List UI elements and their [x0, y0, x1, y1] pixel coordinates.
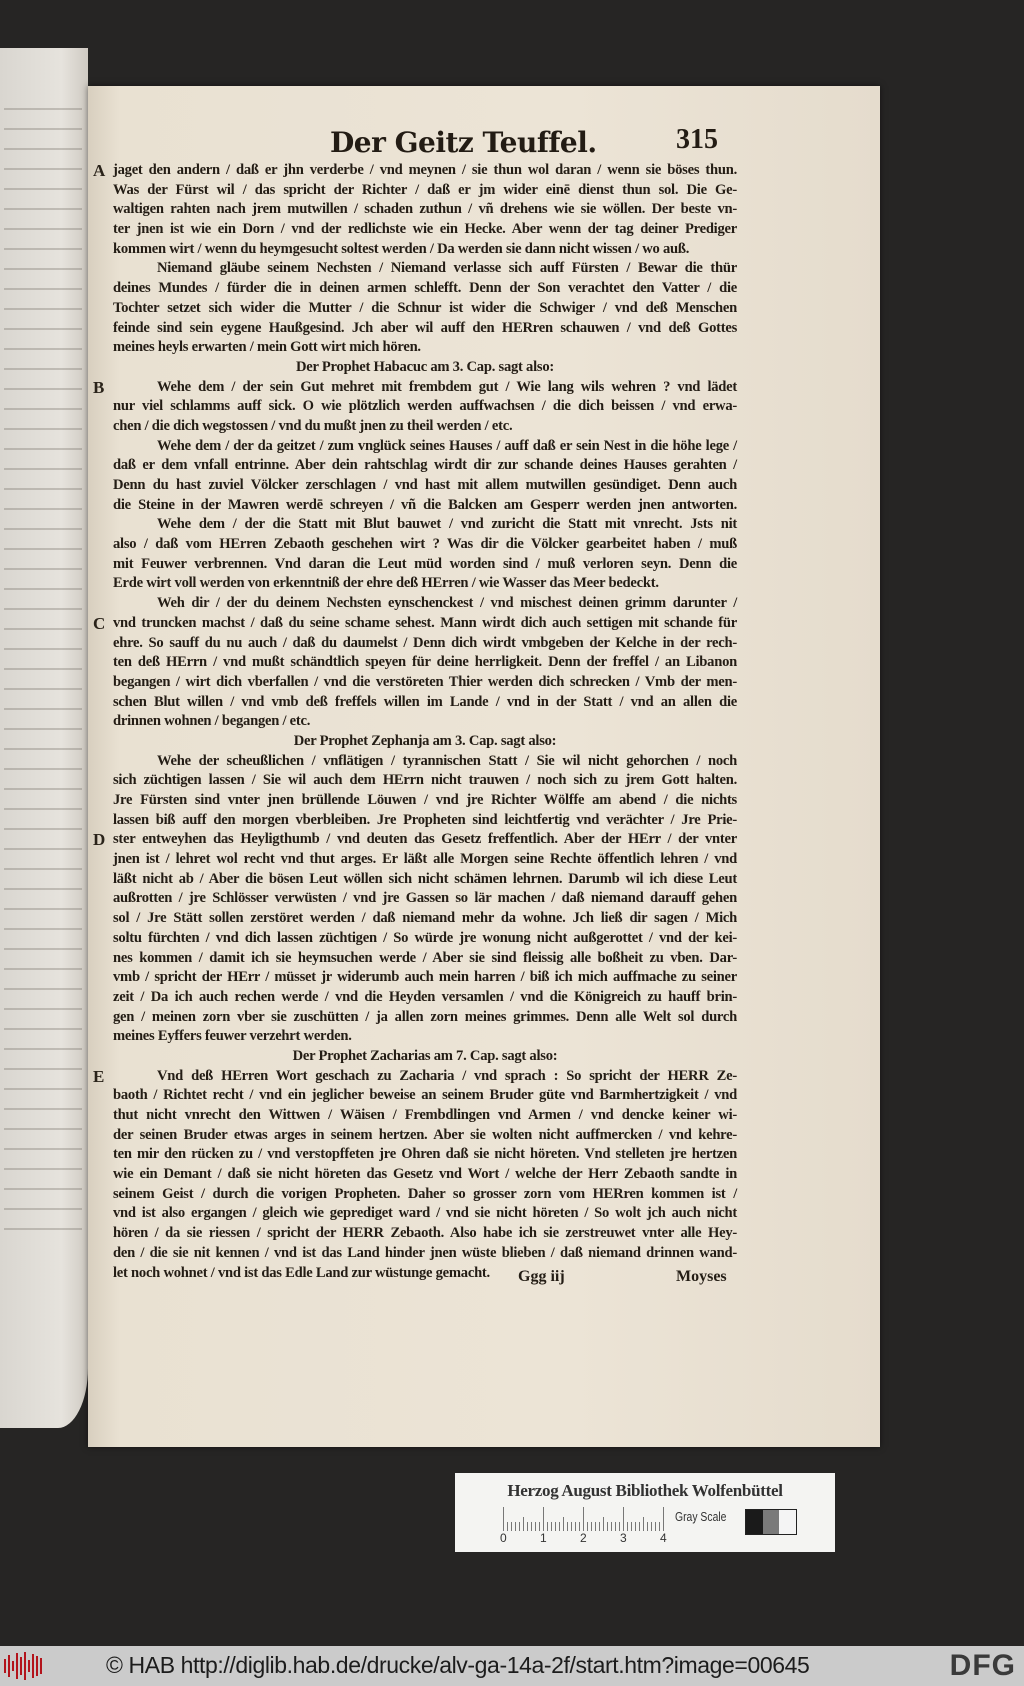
text-line — [113, 988, 737, 1008]
text-line — [113, 319, 737, 339]
text-line — [113, 555, 737, 575]
line-text: vnd ist also ergangen / gleich wie geprediget ward / vnd sie nicht höreten / So wolt jch auch nicht — [113, 1205, 737, 1222]
hab-logo-icon — [4, 1652, 46, 1680]
ruler-tick — [555, 1522, 556, 1531]
line-text: feinde sind sein eygene Haußgesind. Jch aber wil auff den HERren schauwen / vnd deß Gottes — [113, 319, 737, 336]
text-line — [113, 594, 737, 614]
show-through-text — [4, 768, 82, 770]
ruler-tick — [615, 1522, 616, 1531]
show-through-text — [4, 148, 82, 150]
show-through-text — [4, 608, 82, 610]
show-through-text — [4, 208, 82, 210]
show-through-text — [4, 928, 82, 930]
text-line — [113, 752, 737, 772]
text-line — [113, 791, 737, 811]
line-text: jaget den andern / daß er jhn verderbe / vnd meynen / sie thun wol daran / wenn sie böses thun. — [113, 162, 737, 178]
text-line — [113, 181, 737, 201]
line-text: Vnd deß HErren Wort geschach zu Zacharia / vnd sprach : So spricht der HERR Ze- — [157, 1067, 737, 1084]
ruler-tick — [503, 1507, 504, 1531]
text-line — [113, 653, 737, 673]
text-line — [113, 870, 737, 890]
show-through-text — [4, 508, 82, 510]
line-text: Der Prophet Habacuc am 3. Cap. sagt also: — [296, 358, 554, 375]
show-through-text — [4, 788, 82, 790]
ruler-tick — [591, 1522, 592, 1531]
text-line — [113, 515, 737, 535]
line-text: chen / die dich wegstossen / vnd du mußt jnen zu theil werden / etc. — [113, 417, 513, 434]
show-through-text — [4, 228, 82, 230]
line-text: ten deß HErrn / vnd mußt schändtlich speyen für deine herrligkeit. Denn der freffel / an Libanon — [113, 654, 737, 671]
text-line — [113, 535, 737, 555]
text-line — [113, 397, 737, 417]
text-line — [113, 712, 737, 732]
gray-patch — [746, 1510, 763, 1534]
ruler-tick — [619, 1522, 620, 1531]
line-text: Erde wirt voll werden von erkenntniß der ehre deß HErren / wie Wasser das Meer bedeckt. — [113, 575, 659, 592]
section-heading — [113, 1047, 737, 1067]
ruler-tick — [571, 1522, 572, 1531]
facing-page-edge — [0, 48, 88, 1428]
text-line — [113, 1027, 737, 1047]
show-through-text — [4, 308, 82, 310]
ruler-tick — [535, 1522, 536, 1531]
line-text: baoth / Richtet recht / vnd ein jeglicher beweise an seinem Bruder güte vnd Barmhertzigkeit / vnd — [113, 1087, 737, 1104]
show-through-text — [4, 448, 82, 450]
logo-bar — [40, 1658, 42, 1674]
signature-mark: Ggg iij — [518, 1268, 565, 1285]
line-text: Wehe der scheußlichen / vnflätigen / tyrannischen Statt / Sie wil nicht gehorchen / noch — [157, 752, 737, 769]
line-text: nur viel schlamms auff sick. O wie plötzlich werden auffwachsen / die dich beissen / vnd erwa- — [113, 398, 737, 415]
ruler-tick — [519, 1522, 520, 1531]
show-through-text — [4, 368, 82, 370]
show-through-text — [4, 388, 82, 390]
ruler-tick — [647, 1522, 648, 1531]
line-text: mit Feuwer verbrennen. Vnd daran die Leut müd worden sind / muß verloren seyn. Denn die — [113, 555, 737, 572]
section-heading — [113, 358, 737, 378]
line-text: vmb / spricht der HErr / müsset jr widerumb auch mein harren / biß ich mich auffmache zu seiner — [113, 969, 737, 986]
line-text: wie ein Demant / daß sie nicht höreten das Gesetz vnd Wort / welche der Herr Zebaoth sandte in — [113, 1166, 737, 1183]
ruler-tick — [583, 1507, 584, 1531]
show-through-text — [4, 588, 82, 590]
logo-bar — [8, 1655, 10, 1677]
margin-letter: A — [93, 161, 106, 180]
text-line — [113, 1106, 737, 1126]
line-text: Was der Fürst wil / das spricht der Richter / daß er jm wider einē dienst thun sol. Die Ge- — [113, 181, 737, 198]
ruler-tick — [639, 1522, 640, 1531]
line-text: ter jnen ist wie ein Dorn / vnd der redlichste wie ein Hecke. Aber wenn der tag deiner Prediger — [113, 221, 737, 238]
running-head: Der Geitz Teuffel. — [330, 126, 597, 159]
show-through-text — [4, 468, 82, 470]
ruler-number: 0 — [500, 1531, 507, 1545]
show-through-text — [4, 428, 82, 430]
line-text: ehre. So sauff du nu auch / daß du daumelst / Denn dich wirdt vmbgeben der Kelche in der rech- — [113, 634, 737, 651]
line-text: Wehe dem / der sein Gut mehret mit frembdem gut / Wie lang wils wehren ? vnd lädet — [157, 378, 737, 395]
ruler-tick — [587, 1522, 588, 1531]
text-line — [93, 613, 737, 634]
catchword: Moyses — [676, 1268, 727, 1285]
section-heading — [113, 732, 737, 752]
line-text: daß er dem vnfall entrinne. Aber dein rahtschlag wirdt dir zur schande deines Hauses gerahten / — [113, 457, 737, 474]
show-through-text — [4, 1008, 82, 1010]
show-through-text — [4, 908, 82, 910]
show-through-text — [4, 848, 82, 850]
text-line — [113, 850, 737, 870]
show-through-text — [4, 488, 82, 490]
text-line — [93, 161, 737, 181]
line-text: Niemand gläube seinem Nechsten / Niemand verlasse sich auff Fürsten / Bewar die thür — [157, 260, 737, 277]
line-text: Weh dir / der du deinem Nechsten eynschenckest / vnd mischest deinen grimm darunter / — [157, 595, 737, 612]
text-line — [113, 240, 737, 260]
logo-bar — [36, 1656, 38, 1676]
show-through-text — [4, 168, 82, 170]
line-text: jnen ist / lehret wol recht vnd thut arges. Er läßt alle Morgen seine Rechte öffentlich lehren / vnd — [113, 851, 737, 868]
show-through-text — [4, 408, 82, 410]
line-text: die Steine in der Mawren werdē schreyen / vñ die Balcken am Gesperr werden jnen antworten. — [113, 496, 737, 513]
show-through-text — [4, 1048, 82, 1050]
line-text: seinem Geist / durch die vorigen Propheten. Daher so grosser zorn vom HERren kommen ist / — [113, 1185, 737, 1202]
show-through-text — [4, 548, 82, 550]
show-through-text — [4, 1128, 82, 1130]
text-line — [113, 496, 737, 516]
line-text: also / daß vom HErren Zebaoth geschehen wirt ? Was dir die Völcker gearbeitet haben / muß — [113, 536, 737, 553]
text-line — [113, 279, 737, 299]
line-text: nes kommen / damit ich sie heymsuchen werde / Aber sie sind fleissig alle boßheit zu vben. Dar- — [113, 949, 737, 966]
ruler-tick — [575, 1522, 576, 1531]
text-line — [113, 338, 737, 358]
show-through-text — [4, 728, 82, 730]
ruler-tick — [579, 1522, 580, 1531]
ruler-tick — [527, 1522, 528, 1531]
ruler-tick — [655, 1522, 656, 1531]
ruler-tick — [603, 1517, 604, 1531]
text-line — [113, 220, 737, 240]
logo-bar — [24, 1652, 26, 1680]
show-through-text — [4, 1088, 82, 1090]
gray-scale-label: Gray Scale — [675, 1509, 727, 1524]
line-text: deines Mundes / fürder die in deinen armen schlefft. Denn der Son verachtet den Vatter / die — [113, 280, 737, 297]
logo-bar — [16, 1653, 18, 1679]
show-through-text — [4, 968, 82, 970]
show-through-text — [4, 828, 82, 830]
text-line — [113, 1126, 737, 1146]
line-text: hören / da sie riessen / spricht der HERR Zebaoth. Also habe ich sie zerstreuwet vnter alle Hey- — [113, 1225, 737, 1242]
line-text: kommen wirt / wenn du heymgesucht soltest werden / Da werden sie dann nicht wissen / wo auß. — [113, 240, 690, 257]
line-text: Der Prophet Zacharias am 7. Cap. sagt also: — [292, 1047, 558, 1064]
line-text: sich züchtigen lassen / Sie wil auch dem HErrn nicht trauwen / noch sich zu jrem Gott halten. — [113, 772, 737, 789]
line-text: Wehe dem / der die Statt mit Blut bauwet / vnd zuricht die Statt mit vnrecht. Jsts nit — [157, 516, 737, 533]
ruler-tick — [507, 1522, 508, 1531]
show-through-text — [4, 628, 82, 630]
show-through-text — [4, 1208, 82, 1210]
ruler-scale — [503, 1507, 665, 1531]
line-text: drinnen wohnen / begangen / etc. — [113, 713, 311, 730]
margin-letter: E — [93, 1066, 105, 1086]
line-text: den / die sie nit kennen / vnd ist das Land hinder jnen wüste blieben / daß niemand drinnen wand- — [113, 1244, 737, 1261]
footer-bar — [0, 1646, 1024, 1686]
line-text: gen / meinen zorn vber sie zuschütten / ja allen zorn meines grimmes. Denn alle Welt sol durch — [113, 1008, 737, 1025]
show-through-text — [4, 1168, 82, 1170]
ruler-tick — [547, 1522, 548, 1531]
line-text: zeit / Da ich auch rechen werde / vnd die Heyden versamlen / vnd die Königreich zu hauff brin- — [113, 988, 737, 1005]
margin-letter: B — [93, 377, 105, 397]
logo-bar — [28, 1660, 30, 1672]
show-through-text — [4, 1228, 82, 1230]
show-through-text — [4, 1028, 82, 1030]
text-line — [113, 1086, 737, 1106]
line-text: außrotten / jre Schlösser verwüsten / vnd jre Gassen so lär machen / daß niemand darauff gehen — [113, 890, 737, 907]
show-through-text — [4, 708, 82, 710]
text-line — [113, 259, 737, 279]
show-through-text — [4, 988, 82, 990]
line-text: meines heyls erwarten / mein Gott wirt mich hören. — [113, 339, 421, 356]
ruler-tick — [663, 1507, 664, 1531]
dfg-logo: DFG — [949, 1649, 1016, 1682]
show-through-text — [4, 528, 82, 530]
line-text: vnd truncken machst / daß du seine schame sehest. Mann wirdt dich auch settigen mit schande für — [113, 614, 737, 631]
gray-patch — [763, 1510, 780, 1534]
ruler-number: 3 — [620, 1531, 627, 1545]
text-line — [93, 830, 737, 850]
text-line — [113, 1244, 737, 1264]
gray-scale-patches — [745, 1509, 797, 1535]
text-line — [113, 693, 737, 713]
show-through-text — [4, 808, 82, 810]
line-text: Tochter setzet sich wider die Mutter / die Schnur ist wider die Schwiger / vnd deß Menschen — [113, 299, 737, 316]
line-text: läßt nicht ab / Aber die bösen Leut wöllen sich nicht schämen lehrnen. Darumb wil ich diese Leut — [113, 870, 737, 887]
text-line — [113, 634, 737, 654]
show-through-text — [4, 108, 82, 110]
show-through-text — [4, 1068, 82, 1070]
show-through-text — [4, 748, 82, 750]
show-through-text — [4, 268, 82, 270]
line-text: schen Blut willen / vnd vmb deß freffels willen im Lande / vnd in der Statt / vnd an allen die — [113, 693, 737, 710]
show-through-text — [4, 568, 82, 570]
text-line — [113, 1008, 737, 1028]
text-line — [113, 1264, 737, 1284]
show-through-text — [4, 688, 82, 690]
line-text: Wehe dem / der da geitzet / zum vnglück seines Hauses / auff daß er sein Nest in die höhe lege / — [157, 437, 737, 454]
ruler-tick — [539, 1522, 540, 1531]
text-line — [113, 574, 737, 594]
show-through-text — [4, 348, 82, 350]
text-line — [113, 1204, 737, 1224]
line-text: lassen biß auff den morgen vberbleiben. Jre Propheten sind leichtfertig vnd verächter / Jre Prie- — [113, 811, 737, 828]
text-line — [113, 673, 737, 693]
logo-bar — [4, 1659, 6, 1673]
text-line — [113, 968, 737, 988]
line-text: begangen / wirt dich vberfallen / vnd die verstöreten Thier werden dich schrecken / Vmb der men- — [113, 673, 737, 690]
ruler-tick — [595, 1522, 596, 1531]
ruler-tick — [635, 1522, 636, 1531]
show-through-text — [4, 128, 82, 130]
margin-letter: D — [93, 830, 106, 850]
ruler-tick — [599, 1522, 600, 1531]
show-through-text — [4, 668, 82, 670]
ruler-tick — [543, 1507, 544, 1531]
text-line — [113, 417, 737, 437]
ruler-tick — [607, 1522, 608, 1531]
margin-letter: C — [93, 613, 106, 633]
show-through-text — [4, 188, 82, 190]
ruler-tick — [523, 1517, 524, 1531]
text-line — [113, 299, 737, 319]
text-line — [113, 929, 737, 949]
text-line — [113, 811, 737, 831]
ruler-tick — [515, 1522, 516, 1531]
ruler-number: 4 — [660, 1531, 667, 1545]
ruler-number: 1 — [540, 1531, 547, 1545]
ruler-tick — [563, 1517, 564, 1531]
line-text: meines Eyffers feuwer verzehrt werden. — [113, 1028, 352, 1045]
text-line — [113, 1224, 737, 1244]
ruler-number: 2 — [580, 1531, 587, 1545]
ruler-tick — [623, 1507, 624, 1531]
show-through-text — [4, 1108, 82, 1110]
ruler-tick — [659, 1522, 660, 1531]
show-through-text — [4, 888, 82, 890]
logo-bar — [32, 1654, 34, 1678]
line-text: der seinen Bruder etwas arges in seinem hertzen. Aber sie wolten nicht auffmercken / vnd kehre- — [113, 1126, 737, 1143]
line-text: Denn du hast zuviel Völcker zerschlagen / vnd hast mit allem mutwillen gesündiget. Denn auch — [113, 477, 737, 493]
show-through-text — [4, 328, 82, 330]
logo-bar — [12, 1661, 14, 1671]
show-through-text — [4, 1148, 82, 1150]
ruler-tick — [631, 1522, 632, 1531]
ruler-tick — [611, 1522, 612, 1531]
line-text: soltu fürchten / vnd dich lassen züchtigen / So würde jre wonung nicht außgerottet / vnd der kei- — [113, 929, 737, 946]
library-color-card — [455, 1473, 835, 1552]
show-through-text — [4, 248, 82, 250]
line-text: Jre Fürsten sind vnter jnen brüllende Löuwen / vnd jre Richter Wölffe am abend / die nichts — [113, 792, 737, 808]
line-text: ster entweyhen das Heyligthumb / vnd deuten das Gesetz freffentlich. Aber der HErr / der vnter — [113, 831, 737, 848]
line-text: sol / Jre Stätt sollen zerstöret werden / daß niemand mehr da wohne. Jch ließ dir sagen / Mich — [113, 910, 737, 927]
text-line — [113, 437, 737, 457]
text-line — [113, 949, 737, 969]
show-through-text — [4, 948, 82, 950]
text-line — [113, 889, 737, 909]
line-text: ten mir den rücken zu / vnd verstopffeten jre Ohren daß sie nicht höreten. Vnd stelleten jre hertzen — [113, 1146, 737, 1163]
text-line — [113, 909, 737, 929]
line-text: Der Prophet Zephanja am 3. Cap. sagt also: — [293, 732, 557, 749]
text-line — [113, 1165, 737, 1185]
ruler-tick — [531, 1522, 532, 1531]
text-line — [113, 1185, 737, 1205]
ruler-tick — [567, 1522, 568, 1531]
line-text: waltigen rahten nach jrem mutwillen / schaden zuthun / vñ drehens wie sie wöllen. Der beste vn- — [113, 201, 737, 218]
text-line — [113, 476, 737, 496]
line-text: thut nicht vnrecht den Wittwen / Wäisen / Frembdlingen vnd Armen / vnd dencke keiner wi- — [113, 1107, 737, 1123]
gray-patch — [779, 1510, 796, 1534]
ruler-tick — [627, 1522, 628, 1531]
body-text — [93, 161, 737, 1283]
text-line — [93, 377, 737, 398]
show-through-text — [4, 1188, 82, 1190]
text-line — [93, 1066, 737, 1087]
line-text: let noch wohnet / vnd ist das Edle Land zur wüstunge gemacht. — [113, 1264, 490, 1281]
text-line — [113, 1145, 737, 1165]
ruler-tick — [651, 1522, 652, 1531]
text-line — [113, 456, 737, 476]
ruler-tick — [559, 1522, 560, 1531]
page-number: 315 — [676, 124, 718, 155]
library-name: Herzog August Bibliothek Wolfenbüttel — [507, 1481, 783, 1500]
ruler-tick — [551, 1522, 552, 1531]
source-url-link[interactable]: © HAB http://diglib.hab.de/drucke/alv-ga-14a-2f/start.htm?image=00645 — [106, 1652, 810, 1678]
logo-bar — [20, 1657, 22, 1675]
show-through-text — [4, 868, 82, 870]
ruler-tick — [511, 1522, 512, 1531]
text-line — [113, 771, 737, 791]
show-through-text — [4, 648, 82, 650]
ruler-tick — [643, 1517, 644, 1531]
text-line — [113, 200, 737, 220]
show-through-text — [4, 288, 82, 290]
